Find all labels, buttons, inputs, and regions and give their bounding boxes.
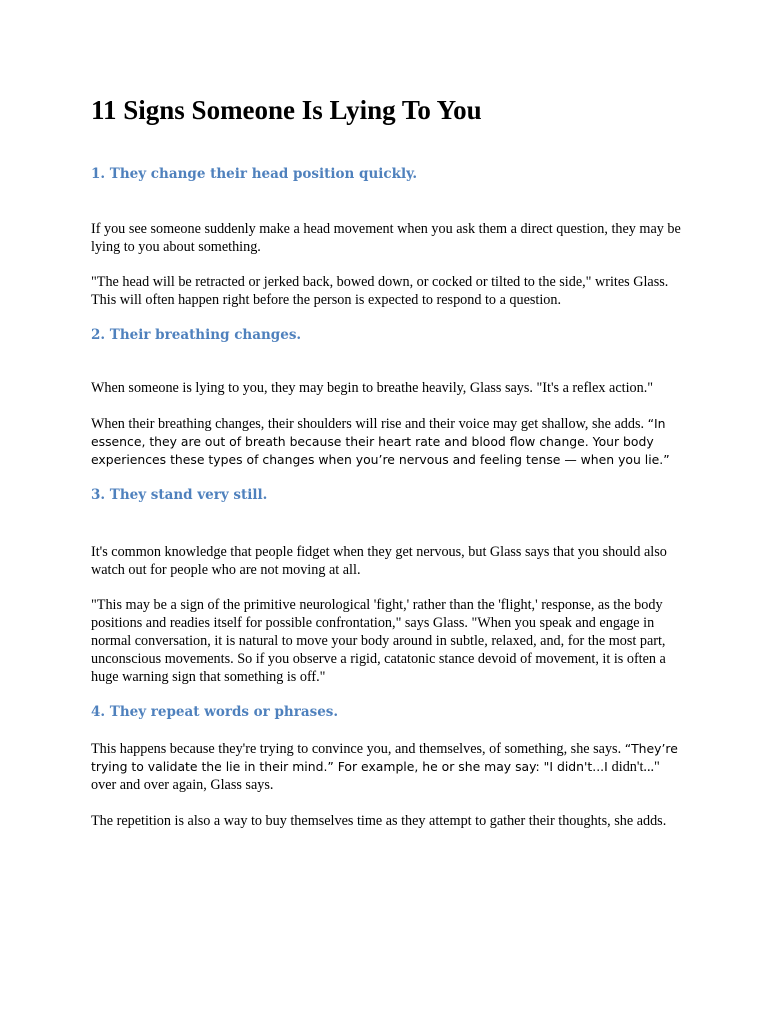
section-2-paragraph-2 — [91, 415, 681, 469]
section-4-paragraph-2: The repetition is also a way to buy themselves time as they attempt to gather their thoughts, she adds. — [91, 813, 667, 829]
section-heading-1: 1. They change their head position quickly. — [91, 166, 418, 182]
section-2-paragraph-2-lead: When their breathing changes, their shoulders will rise and their voice may get shallow, she adds. — [91, 416, 648, 432]
section-1-paragraph-1: If you see someone suddenly make a head movement when you ask them a direct question, they may be lying to you about something. — [91, 221, 681, 255]
section-1-paragraph-2: "The head will be retracted or jerked back, bowed down, or cocked or tilted to the side," writes Glass. This will often happen right before the person is expected to respond to a question. — [91, 274, 669, 308]
section-2-quote: “In essence, they are out of breath because their heart rate and blood flow change. Your body experiences these types of changes when you’re nervous and feeling tense — when you lie.” — [91, 416, 670, 467]
document-body — [91, 92, 681, 830]
section-4-paragraph-1-lead: This happens because they're trying to convince you, and themselves, of something, she says. — [91, 741, 625, 757]
section-2-paragraph-1: When someone is lying to you, they may begin to breathe heavily, Glass says. "It's a reflex action." — [91, 380, 654, 396]
section-3-paragraph-2: "This may be a sign of the primitive neurological 'fight,' rather than the 'flight,' response, as the body positions and readies itself for possible confrontation," says Glass. "When you speak and engage in normal conversation, it is natural to move your body around in subtle, relaxed, and, for the most part, unconscious movements. So if you observe a rigid, catatonic stance devoid of movement, it is often a huge warning sign that something is off." — [91, 597, 666, 685]
section-3-paragraph-1: It's common knowledge that people fidget when they get nervous, but Glass says that you should also watch out for people who are not moving at all. — [91, 544, 667, 578]
section-4-quote: “They’re trying to validate the lie in their mind.” For example, he or she may say: "I didn't...I — [91, 741, 678, 774]
section-heading-2: 2. Their breathing changes. — [91, 327, 302, 343]
document-title: 11 Signs Someone Is Lying To You — [91, 95, 482, 125]
section-heading-3: 3. They stand very still. — [91, 487, 268, 503]
section-4-paragraph-1 — [91, 740, 681, 794]
section-4-paragraph-1-end: didn't..." over and over again, Glass says. — [91, 759, 660, 793]
section-heading-4: 4. They repeat words or phrases. — [91, 704, 339, 720]
